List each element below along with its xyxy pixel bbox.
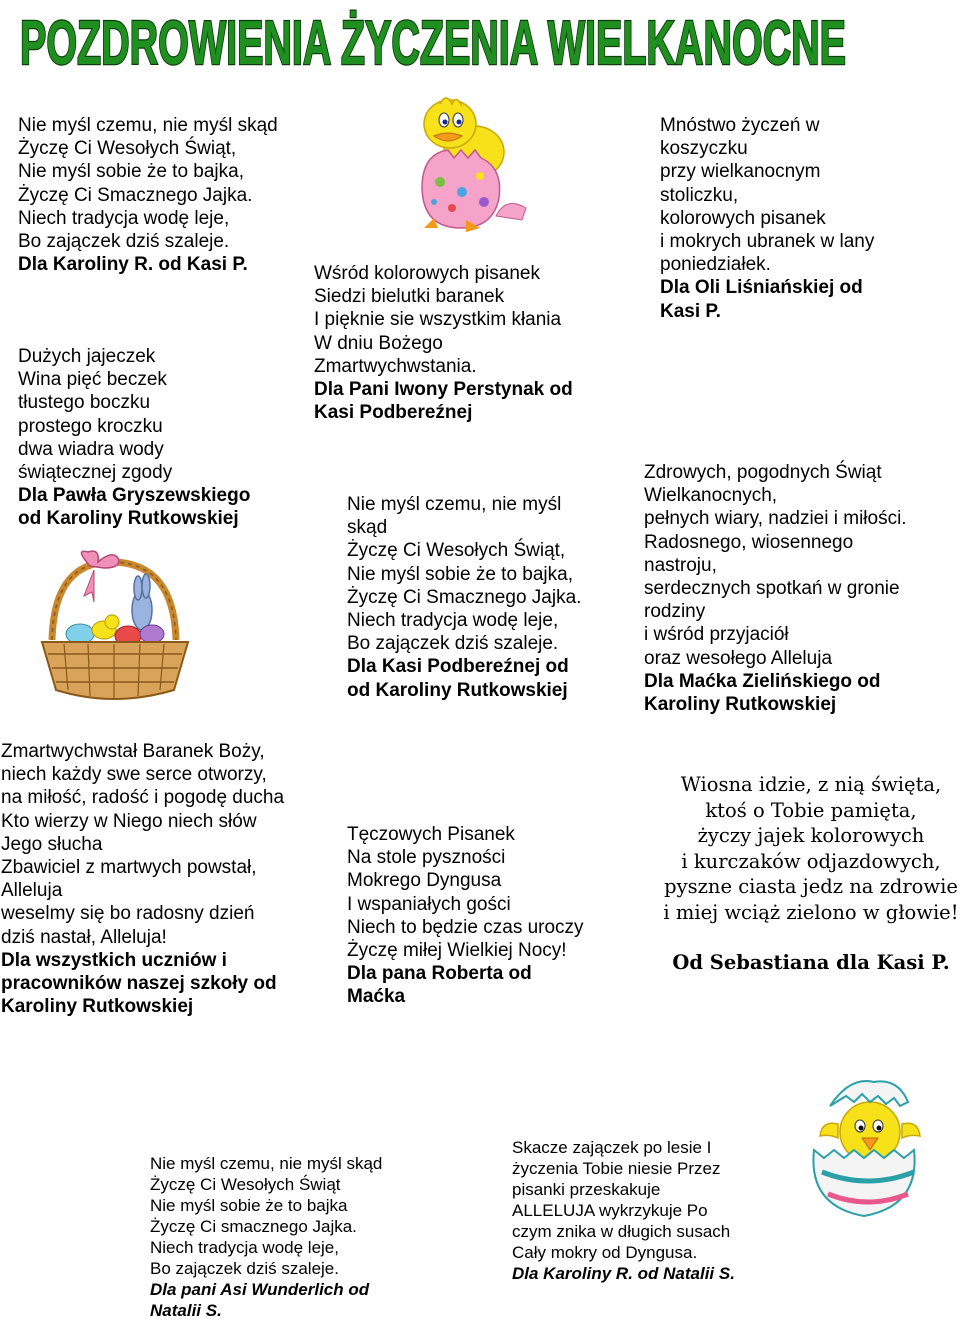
poem-signature: Od Sebastiana dla Kasi P. bbox=[672, 950, 950, 974]
poem-signature: Dla wszystkich uczniów i bbox=[1, 949, 227, 971]
chick-in-egg-icon bbox=[400, 92, 530, 242]
poem-line: Życzę Ci Smacznego Jajka. bbox=[347, 586, 582, 608]
poem-signature: Dla Maćka Zielińskiego od bbox=[644, 670, 881, 692]
poem-line: Niech tradycja wodę leje, bbox=[150, 1238, 339, 1257]
poem-line: nastroju, bbox=[644, 554, 717, 576]
poem-11 bbox=[512, 1137, 735, 1284]
poem-line: Dużych jajeczek bbox=[18, 346, 156, 367]
poem-line: Życzę Ci Wesołych Świąt, bbox=[347, 540, 566, 562]
poem-line: weselmy się bo radosny dzień bbox=[1, 903, 255, 925]
poem-8 bbox=[347, 823, 584, 1009]
poem-line: Nie myśl sobie że to bajka, bbox=[18, 161, 244, 183]
poem-line: Jego słucha bbox=[1, 833, 103, 855]
poem-signature: Natalii S. bbox=[150, 1301, 222, 1320]
poem-line: W dniu Bożego bbox=[314, 332, 443, 354]
poem-line: i mokrych ubranek w lany bbox=[660, 231, 875, 253]
poem-line: I wspaniałych gości bbox=[347, 893, 511, 915]
page-title bbox=[18, 0, 848, 80]
poem-line: Wiosna idzie, z nią święta, bbox=[680, 773, 942, 796]
poem-6 bbox=[644, 461, 907, 716]
poem-line: pisanki przeskakuje bbox=[512, 1180, 661, 1199]
poem-line: Zbawiciel z martwych powstał, bbox=[1, 857, 257, 879]
poem-2 bbox=[18, 345, 250, 531]
poem-signature: Dla Karoliny R. od Natalii S. bbox=[512, 1264, 735, 1283]
poem-signature: od Karoliny Rutkowskiej bbox=[18, 508, 239, 530]
poem-line: prostego kroczku bbox=[18, 415, 163, 437]
poem-line: Wielkanocnych, bbox=[644, 485, 778, 507]
poem-signature: od Karoliny Rutkowskiej bbox=[347, 679, 568, 701]
poem-line: Bo zajączek dziś szaleje. bbox=[18, 231, 230, 253]
poem-line: Nie myśl czemu, nie myśl bbox=[347, 494, 562, 515]
poem-line: i wśród przyjaciół bbox=[644, 624, 789, 646]
poem-line: Niech tradycja wodę leje, bbox=[18, 207, 230, 229]
poem-signature: Dla pani Asi Wunderlich od bbox=[150, 1280, 370, 1299]
poem-line: pełnych wiary, nadziei i miłości. bbox=[644, 508, 907, 530]
poem-line: Kto wierzy w Niego niech słów bbox=[1, 810, 257, 832]
poem-line: Życzę miłej Wielkiej Nocy! bbox=[347, 940, 567, 962]
poem-line: i kurczaków odjazdowych, bbox=[681, 849, 941, 873]
poem-signature: pracowników naszej szkoły od bbox=[1, 973, 277, 995]
poem-signature: Maćka bbox=[347, 986, 406, 1008]
poem-line: i miej wciąż zielono w głowie! bbox=[663, 900, 959, 924]
poem-line: Życzę Ci smacznego Jajka. bbox=[150, 1217, 357, 1236]
poem-line: Niech tradycja wodę leje, bbox=[347, 610, 559, 632]
poem-line: Nie myśl sobie że to bajka bbox=[150, 1196, 348, 1215]
poem-7 bbox=[1, 740, 284, 1018]
poem-4 bbox=[660, 114, 874, 323]
poem-signature: Karoliny Rutkowskiej bbox=[644, 694, 837, 716]
poem-line: na miłość, radość i pogodę ducha bbox=[1, 787, 285, 809]
poem-line: Radosnego, wiosennego bbox=[644, 531, 854, 553]
poem-line: Zmartwychwstania. bbox=[314, 355, 477, 377]
poem-line: dwa wiadra wody bbox=[18, 438, 164, 460]
poem-signature: Dla Pani Iwony Perstynak od bbox=[314, 379, 573, 401]
poem-signature: Dla pana Roberta od bbox=[347, 963, 532, 985]
poem-line: Życzę Ci Smacznego Jajka. bbox=[18, 184, 253, 206]
poem-line: Nie myśl czemu, nie myśl skąd bbox=[150, 1154, 383, 1173]
poem-signature: Kasi P. bbox=[660, 300, 721, 322]
poem-line: rodziny bbox=[644, 601, 706, 623]
poem-signature: Dla Karoliny R. od Kasi P. bbox=[18, 254, 248, 276]
poem-line: serdecznych spotkań w gronie bbox=[644, 578, 900, 600]
poem-line: Nie myśl sobie że to bajka, bbox=[347, 563, 573, 585]
poem-10 bbox=[150, 1153, 382, 1321]
poem-9 bbox=[662, 772, 960, 975]
poem-line: Wina pięć beczek bbox=[18, 369, 167, 391]
poem-line: Mnóstwo życzeń w bbox=[660, 115, 820, 136]
poem-line: ALLELUJA wykrzykuje Po bbox=[512, 1201, 708, 1220]
poem-line: oraz wesołego Alleluja bbox=[644, 647, 833, 669]
easter-basket-icon bbox=[34, 550, 196, 710]
poem-signature: Dla Kasi Podbereźnej od bbox=[347, 656, 569, 678]
poem-line: Zdrowych, pogodnych Świąt bbox=[644, 462, 882, 483]
poem-line: Na stole pyszności bbox=[347, 847, 506, 869]
poem-line: Tęczowych Pisanek bbox=[347, 824, 515, 845]
poem-line: skąd bbox=[347, 517, 388, 539]
poem-line: świątecznej zgody bbox=[18, 462, 173, 484]
poem-line: Skacze zajączek po lesie I bbox=[512, 1138, 712, 1157]
poem-line: Bo zajączek dziś szaleje. bbox=[150, 1259, 339, 1278]
poem-line: Siedzi bielutki baranek bbox=[314, 286, 505, 308]
poem-1 bbox=[18, 114, 278, 276]
poem-line: stoliczku, bbox=[660, 184, 739, 206]
poem-line: Bo zajączek dziś szaleje. bbox=[347, 633, 559, 655]
poem-line: Cały mokry od Dyngusa. bbox=[512, 1243, 698, 1262]
poem-signature: Kasi Podbereźnej bbox=[314, 402, 473, 424]
poem-line: czym znika w długich susach bbox=[512, 1222, 731, 1241]
poem-line: Zmartwychwstał Baranek Boży, bbox=[1, 741, 265, 762]
poem-line: Wśród kolorowych pisanek bbox=[314, 263, 540, 284]
poem-3 bbox=[314, 262, 573, 424]
poem-line: koszyczku bbox=[660, 138, 748, 160]
poem-line: Mokrego Dyngusa bbox=[347, 870, 502, 892]
poem-line: niech każdy swe serce otworzy, bbox=[1, 764, 267, 786]
poem-line: życzy jajek kolorowych bbox=[697, 824, 925, 848]
poem-line: Alleluja bbox=[1, 880, 63, 902]
poem-line: tłustego boczku bbox=[18, 392, 151, 414]
poem-line: Nie myśl czemu, nie myśl skąd bbox=[18, 115, 278, 136]
poem-line: poniedziałek. bbox=[660, 254, 771, 276]
poem-line: życzenia Tobie niesie Przez bbox=[512, 1159, 721, 1178]
chick-in-egg-icon-2 bbox=[808, 1072, 928, 1232]
poem-line: I pięknie sie wszystkim kłania bbox=[314, 309, 562, 331]
poem-line: Niech to będzie czas uroczy bbox=[347, 916, 584, 938]
svg-text:POZDROWIENIA ŻYCZENIA WIELKANO: POZDROWIENIA ŻYCZENIA WIELKANOCNE bbox=[20, 9, 846, 78]
poem-line: pyszne ciasta jedz na zdrowie bbox=[664, 875, 958, 899]
poem-signature: Dla Pawła Gryszewskiego bbox=[18, 485, 251, 507]
poem-signature: Karoliny Rutkowskiej bbox=[1, 996, 194, 1018]
poem-line: kolorowych pisanek bbox=[660, 207, 826, 229]
poem-line: ktoś o Tobie pamięta, bbox=[705, 798, 917, 822]
poem-line: dziś nastał, Alleluja! bbox=[1, 926, 167, 948]
poem-line: Życzę Ci Wesołych Świąt bbox=[150, 1175, 341, 1194]
poem-line: Życzę Ci Wesołych Świąt, bbox=[18, 138, 237, 160]
poem-signature: Dla Oli Liśniańskiej od bbox=[660, 277, 863, 299]
poem-5 bbox=[347, 493, 581, 702]
poem-line: przy wielkanocnym bbox=[660, 161, 821, 183]
